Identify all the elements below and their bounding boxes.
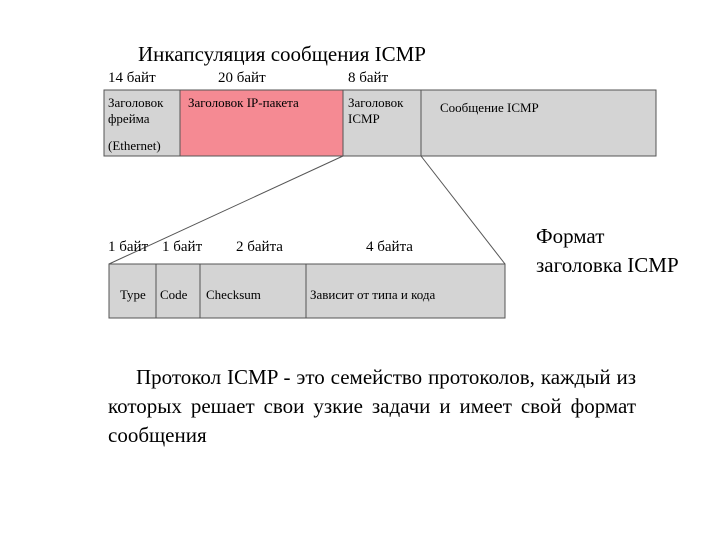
frame-header-label-2: фрейма <box>108 111 150 126</box>
size-label-code: 1 байт <box>162 239 203 255</box>
description-paragraph: Протокол ICMP - это семейство протоколов, каждый из которых решает свои узкие задачи и имеет свой формат сообщения <box>108 365 636 447</box>
size-label-frame: 14 байт <box>108 70 156 86</box>
frame-header-label-3: (Ethernet) <box>108 138 161 153</box>
field-rest-label: Зависит от типа и кода <box>310 287 436 302</box>
diagram-title: Инкапсуляция сообщения ICMP <box>138 42 426 66</box>
ip-header-label: Заголовок IP-пакета <box>188 95 299 110</box>
icmp-header-label-2: ICMP <box>348 111 380 126</box>
size-label-ip: 20 байт <box>218 70 266 86</box>
side-caption-line-2: заголовка ICMP <box>536 253 679 277</box>
size-label-checksum: 2 байта <box>236 239 283 255</box>
icmp-header-label-1: Заголовок <box>348 95 404 110</box>
expand-line-right <box>421 156 505 264</box>
size-label-rest: 4 байта <box>366 239 413 255</box>
size-label-icmp: 8 байт <box>348 70 389 86</box>
field-code-label: Code <box>160 287 188 302</box>
side-caption <box>536 222 716 280</box>
frame-header-label-1: Заголовок <box>108 95 164 110</box>
size-label-type: 1 байт <box>108 239 149 255</box>
side-caption-line-1: Формат <box>536 224 605 248</box>
icmp-message-label: Сообщение ICMP <box>440 100 539 115</box>
field-checksum-label: Checksum <box>206 287 261 302</box>
field-type-label: Type <box>120 287 146 302</box>
